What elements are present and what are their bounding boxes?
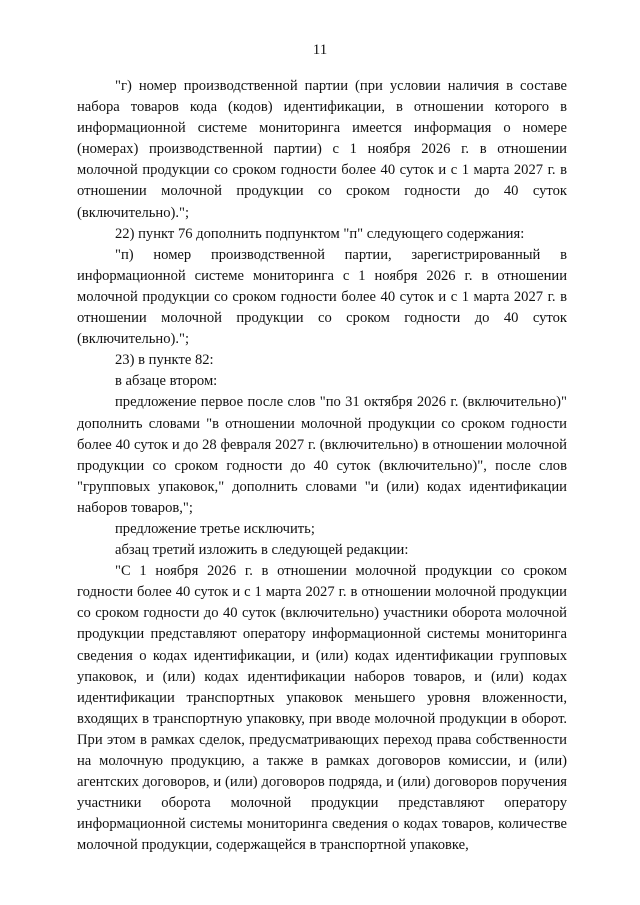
paragraph-third-sentence-delete: предложение третье исключить; [115, 520, 315, 537]
paragraph-item-23: 23) в пункте 82: [115, 352, 214, 369]
paragraph-new-wording: "С 1 ноября 2026 г. в отношении молочной продукции со сроком годности более 40 суток и с 1 марта 2027 г. в отношении молочной продукции со сроком годности до 40 суток (включительно) участники оборота молочной продукции представляют оператору информационной системы мониторинга сведения о кодах идентификации, и (или) кодах идентификации групповых упаковок, и (или) кодах идентификации наборов товаров, и (или) кодах идентификации транспортных упаковок меньшего уровня вложенности, входящих в транспортную упаковку, при вводе молочной продукции в оборот. При этом в рамках сделок, предусматривающих переход права собственности на молочную продукцию, а также в рамках договоров комиссии, и (или) агентских договоров, и (или) договоров подряда, и (или) договоров поручения участники оборота молочной продукции представляют оператору информационной системы мониторинга сведения о кодах товаров, количестве молочной продукции, содержащейся в транспортной упаковке, [77, 563, 567, 854]
paragraph-subitem-p: "п) номер производственной партии, зарегистрированный в информационной системе мониторинга с 1 ноября 2026 г. в отношении молочной продукции со сроком годности более 40 суток и с 1 марта 2027 г. в отношении молочной продукции со сроком годности до 40 суток (включительно)."; [77, 246, 567, 348]
paragraph-subitem-g: "г) номер производственной партии (при условии наличия в составе набора товаров кода (кодов) идентификации, в отношении которого в информационной системе мониторинга имеется информация о номере (номерах) производственной партии) с 1 ноября 2026 г. в отношении молочной продукции со сроком годности более 40 суток и с 1 марта 2027 г. в отношении молочной продукции со сроком годности до 40 суток (включительно)."; [77, 78, 567, 221]
paragraph-third-abzac-intro: абзац третий изложить в следующей редакции: [115, 542, 409, 559]
paragraph-second-abzac: в абзаце втором: [115, 373, 218, 390]
document-body [77, 76, 567, 856]
page-number: 11 [312, 42, 328, 58]
paragraph-item-22: 22) пункт 76 дополнить подпунктом "п" следующего содержания: [115, 225, 525, 242]
paragraph-first-sentence-amendment: предложение первое после слов "по 31 октября 2026 г. (включительно)" дополнить словами "в отношении молочной продукции со сроком годности более 40 суток и до 28 февраля 2027 г. (включительно) в отношении молочной продукции со сроком годности до 40 суток (включительно)", после слов "групповых упаковок," дополнить словами "и (или) кодах идентификации наборов товаров,"; [77, 394, 567, 516]
